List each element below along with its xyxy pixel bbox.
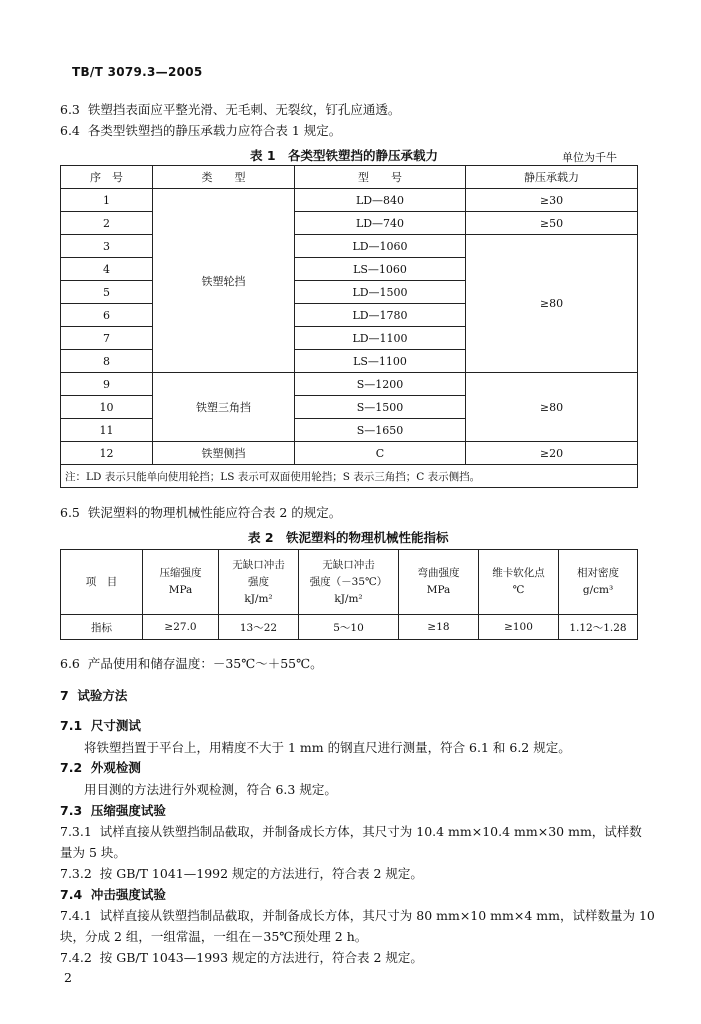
table-row [61,615,638,640]
col-header-seq: 序 号 [61,166,153,189]
clause-number: 6.5 [60,505,80,520]
clause-text: 铁泥塑料的物理机械性能应符合表 2 的规定。 [87,505,342,520]
header-line: 强度（－35℃） [309,575,388,588]
model-cell: LD—1780 [295,304,466,327]
clause-text: 按 GB/T 1041—1992 规定的方法进行，符合表 2 规定。 [99,866,423,881]
clause-text: 试样直接从铁塑挡制品截取，并制备成长方体，其尺寸为 10.4 mm×10.4 mm×30 mm，试样数 [99,824,642,839]
section-7-3-heading [60,801,166,819]
clause-number: 7.4.2 [60,950,92,965]
clause-number: 6.4 [60,123,80,138]
section-7-4-heading [60,885,166,903]
section-title: 压缩强度试验 [90,803,166,818]
header-line: 无缺口冲击 [232,558,285,571]
table-row [61,442,638,465]
value-cell: ≥100 [479,615,559,640]
table-row [61,373,638,396]
table2-caption: 表 2 铁泥塑料的物理机械性能指标 [248,530,449,545]
section-number: 7.1 [60,718,83,733]
col-header-type: 类 型 [153,166,295,189]
seq-cell: 6 [61,304,153,327]
section-title: 试验方法 [77,688,128,703]
col-header-impact-low [299,550,399,615]
header-line: 压缩强度 [159,567,202,579]
page-number: 2 [64,970,72,985]
clause-text: 铁塑挡表面应平整光滑、无毛刺、无裂纹，钉孔应通透。 [87,102,401,117]
section-title: 冲击强度试验 [90,887,166,902]
clause-7-3-1 [60,822,642,840]
seq-cell: 4 [61,258,153,281]
clause-7-3-2 [60,864,423,882]
value-cell: 5～10 [299,615,399,640]
clause-number: 6.6 [60,656,80,671]
header-line: 弯曲强度 [417,567,460,579]
seq-cell: 12 [61,442,153,465]
table2-header-row [61,550,638,615]
clause-text: 产品使用和储存温度：－35℃～＋55℃。 [87,656,323,671]
table-row [61,189,638,212]
header-line: 强度 [248,575,269,588]
col-header-model: 型 号 [295,166,466,189]
value-cell: ≥18 [399,615,479,640]
clause-number: 7.3.1 [60,824,92,839]
model-cell: S—1650 [295,419,466,442]
seq-cell: 5 [61,281,153,304]
table1-note: 注：LD 表示只能单向使用轮挡；LS 表示可双面使用轮挡；S 表示三角挡；C 表示侧挡。 [61,465,638,488]
table-row [61,235,638,258]
value-cell: ≥27.0 [143,615,219,640]
standard-number: TB/T 3079.3—2005 [72,65,203,79]
row-label: 指标 [61,615,143,640]
load-cell: ≥80 [466,235,638,373]
clause-text: 试样直接从铁塑挡制品截取，并制备成长方体，其尺寸为 80 mm×10 mm×4 mm，试样数量为 10 [99,908,655,923]
table1-note-row [61,465,638,488]
type-cell-side: 铁塑侧挡 [153,442,295,465]
load-cell: ≥20 [466,442,638,465]
clause-text: 各类型铁塑挡的静压承载力应符合表 1 规定。 [87,123,342,138]
clause-text: 按 GB/T 1043—1993 规定的方法进行，符合表 2 规定。 [99,950,423,965]
clause-number: 7.3.2 [60,866,92,881]
clause-7-4-1-cont: 块，分成 2 组，一组常温，一组在－35℃预处理 2 h。 [60,929,368,944]
col-header-vicat [479,550,559,615]
section-7-2-text: 用目测的方法进行外观检测，符合 6.3 规定。 [84,782,337,797]
col-header-compress [143,550,219,615]
table1-header-row [61,166,638,189]
clause-6-3 [60,100,400,118]
seq-cell: 10 [61,396,153,419]
header-line: 无缺口冲击 [322,558,375,571]
load-cell: ≥50 [466,212,638,235]
section-7-heading [60,686,127,704]
clause-6-4 [60,121,341,139]
col-header-density [559,550,638,615]
col-header-impact [219,550,299,615]
header-unit: MPa [426,584,451,596]
seq-cell: 7 [61,327,153,350]
table-row [61,212,638,235]
seq-cell: 3 [61,235,153,258]
seq-cell: 1 [61,189,153,212]
header-unit: g/cm³ [582,584,614,596]
clause-6-5 [60,503,341,521]
seq-cell: 8 [61,350,153,373]
col-header-bend [399,550,479,615]
seq-cell: 9 [61,373,153,396]
header-unit: kJ/m² [244,592,273,605]
clause-6-6 [60,654,323,672]
header-line: 维卡软化点 [492,567,545,579]
header-unit: kJ/m² [334,592,363,605]
table2 [60,549,638,640]
model-cell: S—1500 [295,396,466,419]
model-cell: S—1200 [295,373,466,396]
clause-number: 7.4.1 [60,908,92,923]
header-line: 相对密度 [577,567,619,579]
section-7-2-heading [60,758,141,776]
header-unit: MPa [168,584,193,596]
type-cell-wheel: 铁塑轮挡 [153,189,295,373]
col-header-load: 静压承载力 [466,166,638,189]
section-number: 7 [60,688,69,703]
table1 [60,165,638,488]
model-cell: LD—1100 [295,327,466,350]
clause-7-3-1-cont: 量为 5 块。 [60,845,126,860]
seq-cell: 11 [61,419,153,442]
section-title: 外观检测 [90,760,141,775]
section-number: 7.3 [60,803,83,818]
table1-caption: 表 1 各类型铁塑挡的静压承载力 [250,148,439,163]
seq-cell: 2 [61,212,153,235]
model-cell: LS—1060 [295,258,466,281]
clause-7-4-1 [60,906,655,924]
section-number: 7.2 [60,760,83,775]
table1-unit: 单位为千牛 [562,151,617,164]
clause-number: 6.3 [60,102,80,117]
load-cell: ≥80 [466,373,638,442]
header-unit: ℃ [512,584,525,596]
type-cell-triangle: 铁塑三角挡 [153,373,295,442]
model-cell: LS—1100 [295,350,466,373]
model-cell: LD—740 [295,212,466,235]
section-number: 7.4 [60,887,83,902]
col-header-item: 项 目 [61,550,143,615]
section-title: 尺寸测试 [90,718,141,733]
model-cell: LD—840 [295,189,466,212]
clause-7-4-2 [60,948,423,966]
model-cell: C [295,442,466,465]
load-cell: ≥30 [466,189,638,212]
model-cell: LD—1500 [295,281,466,304]
section-7-1-heading [60,716,141,734]
section-7-1-text: 将铁塑挡置于平台上，用精度不大于 1 mm 的钢直尺进行测量，符合 6.1 和 6.2 规定。 [84,740,571,755]
value-cell: 1.12～1.28 [559,615,638,640]
model-cell: LD—1060 [295,235,466,258]
value-cell: 13～22 [219,615,299,640]
